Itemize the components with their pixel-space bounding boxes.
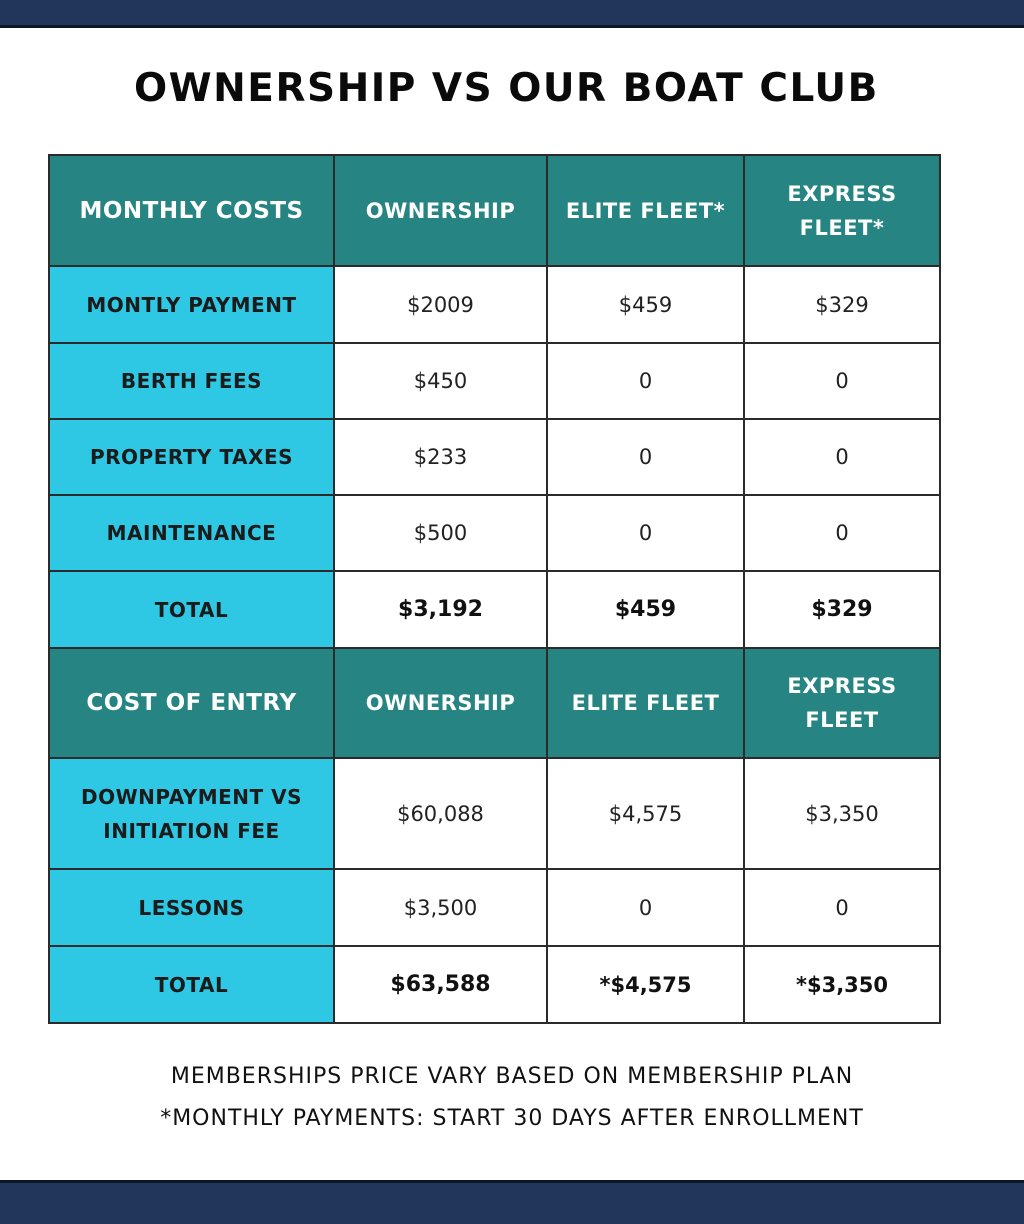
cell-elite-fleet: 0 [547, 869, 744, 946]
row-label-lessons: LESSONS [49, 869, 334, 946]
row-label-total: TOTAL [49, 946, 334, 1023]
row-label-berth-fees: BERTH FEES [49, 343, 334, 419]
comparison-table [48, 154, 941, 1024]
row-label-total: TOTAL [49, 571, 334, 648]
total-elite-fleet: $459 [547, 571, 744, 648]
total-ownership: $3,192 [334, 571, 547, 648]
row-label-maintenance: MAINTENANCE [49, 495, 334, 571]
entry-total-row [49, 946, 940, 1023]
top-border-bar [0, 0, 1024, 28]
cell-elite-fleet: $459 [547, 266, 744, 343]
header-cell-ownership: OWNERSHIP [334, 648, 547, 758]
table-row [49, 419, 940, 495]
cell-elite-fleet: 0 [547, 419, 744, 495]
cell-ownership: $2009 [334, 266, 547, 343]
cell-ownership: $500 [334, 495, 547, 571]
cell-ownership: $60,088 [334, 758, 547, 869]
cell-elite-fleet: 0 [547, 343, 744, 419]
row-label-monthly-payment: MONTLY PAYMENT [49, 266, 334, 343]
page-title: OWNERSHIP VS OUR BOAT CLUB [134, 66, 879, 111]
row-label-property-taxes: PROPERTY TAXES [49, 419, 334, 495]
row-label-downpayment: DOWNPAYMENT VS INITIATION FEE [49, 758, 334, 869]
header-cell-ownership: OWNERSHIP [334, 155, 547, 266]
cell-express-fleet: 0 [744, 869, 940, 946]
footnote-pricing: MEMBERSHIPS PRICE VARY BASED ON MEMBERSHIP PLAN [170, 1064, 854, 1089]
total-express-fleet: $329 [744, 571, 940, 648]
total-ownership: $63,588 [334, 946, 547, 1023]
table-row [49, 495, 940, 571]
cell-express-fleet: 0 [744, 343, 940, 419]
header-cell-express-fleet: EXPRESS FLEET* [744, 155, 940, 266]
header-cell-cost-of-entry: COST OF ENTRY [49, 648, 334, 758]
bottom-border-bar [0, 1180, 1024, 1224]
total-express-fleet: *$3,350 [744, 946, 940, 1023]
cell-express-fleet: 0 [744, 495, 940, 571]
cell-ownership: $3,500 [334, 869, 547, 946]
cost-of-entry-header-row [49, 648, 940, 758]
cell-ownership: $450 [334, 343, 547, 419]
header-cell-elite-fleet: ELITE FLEET [547, 648, 744, 758]
monthly-costs-header-row [49, 155, 940, 266]
table-row [49, 758, 940, 869]
cell-ownership: $233 [334, 419, 547, 495]
footnote-monthly-payments: *MONTHLY PAYMENTS: START 30 DAYS AFTER ENROLLMENT [160, 1106, 864, 1131]
table-row [49, 266, 940, 343]
cell-elite-fleet: 0 [547, 495, 744, 571]
header-cell-elite-fleet: ELITE FLEET* [547, 155, 744, 266]
monthly-total-row [49, 571, 940, 648]
table-row [49, 869, 940, 946]
header-cell-express-fleet: EXPRESS FLEET [744, 648, 940, 758]
cell-express-fleet: $3,350 [744, 758, 940, 869]
cell-express-fleet: $329 [744, 266, 940, 343]
total-elite-fleet: *$4,575 [547, 946, 744, 1023]
cell-express-fleet: 0 [744, 419, 940, 495]
header-cell-monthly-costs: MONTHLY COSTS [49, 155, 334, 266]
table-row [49, 343, 940, 419]
cell-elite-fleet: $4,575 [547, 758, 744, 869]
